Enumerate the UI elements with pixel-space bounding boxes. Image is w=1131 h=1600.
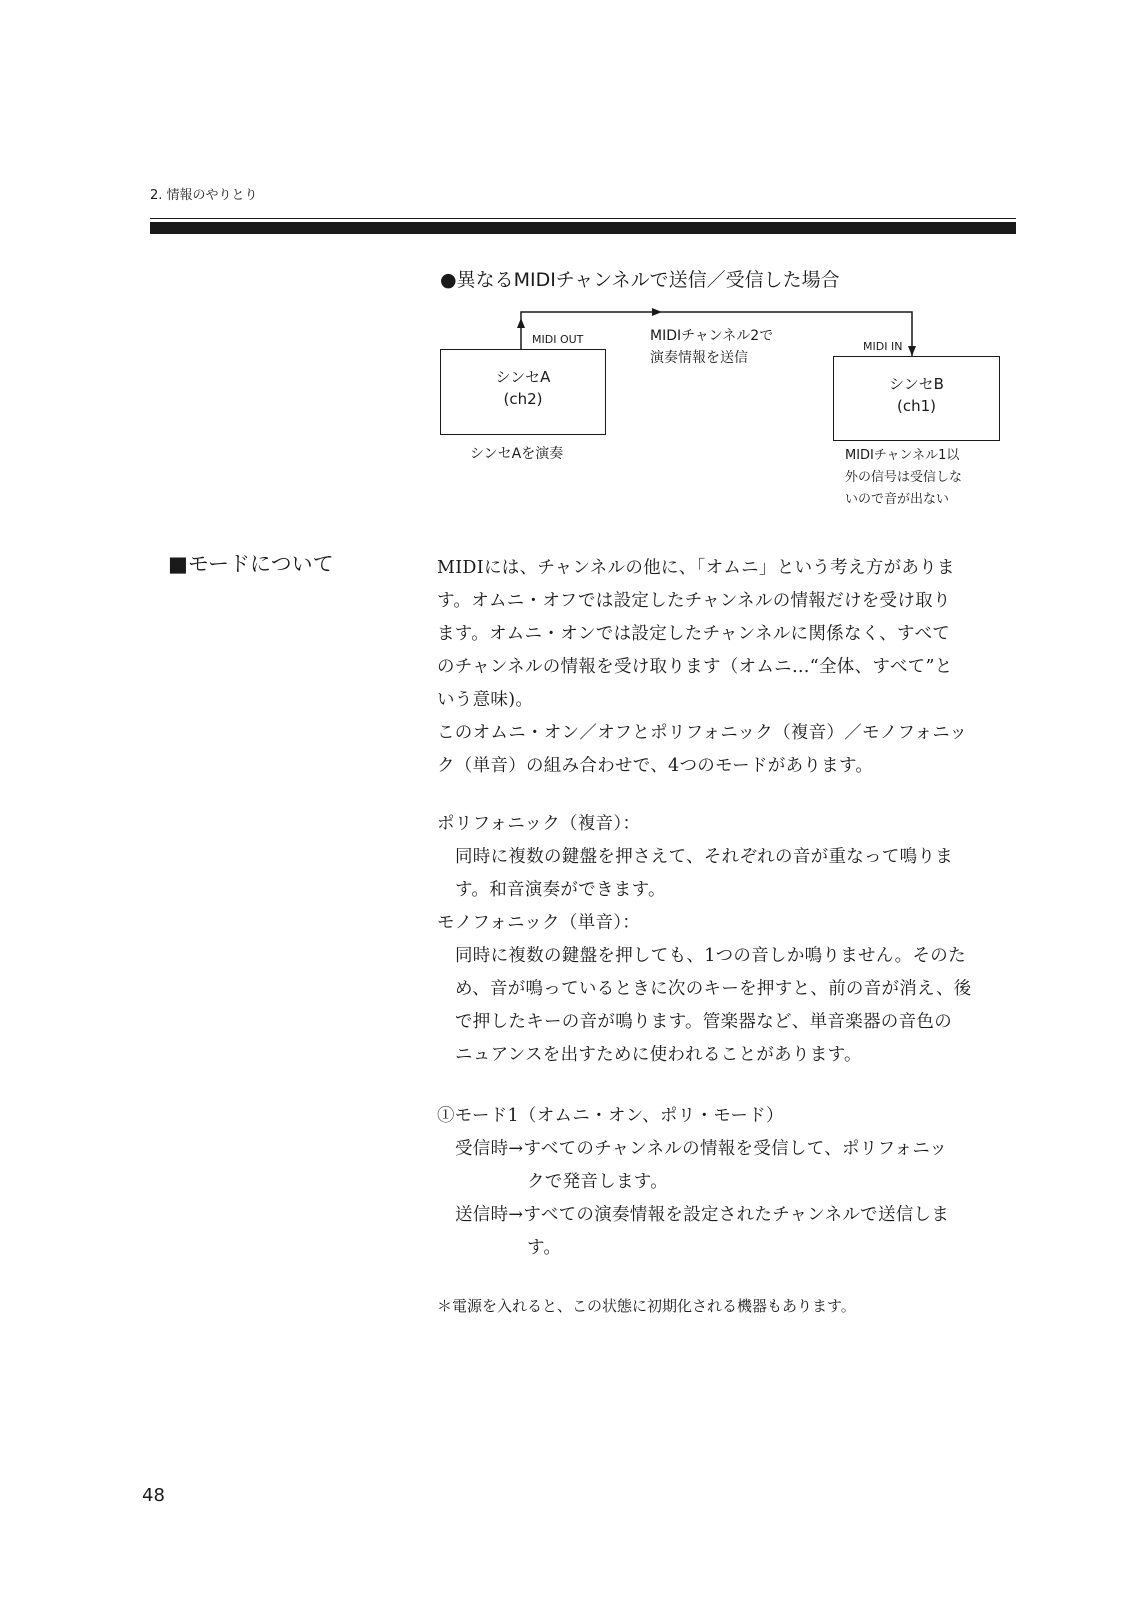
mode1-description — [437, 1100, 1022, 1265]
send-label-line1: MIDIチャンネル2で — [650, 328, 774, 344]
synth-b-channel: (ch1) — [896, 397, 936, 415]
paragraph-line: このオムニ・オン／オフとポリフォニック（複音）／モノフォニッ — [437, 723, 968, 743]
poly-heading: ポリフォニック（複音）： — [437, 814, 641, 834]
paragraph-line: いう意味)。 — [437, 690, 534, 710]
mode1-send-line: す。 — [527, 1238, 562, 1258]
play-label: シンセAを演奏 — [470, 446, 564, 462]
mode1-receive-line: クで発音します。 — [527, 1172, 668, 1192]
paragraph-line: MIDIには、チャンネルの他に、「オムニ」という考え方がありま — [437, 558, 955, 578]
note-line-1: MIDIチャンネル1以 — [845, 448, 960, 463]
send-label — [650, 325, 773, 369]
poly-mono-definitions — [437, 808, 1022, 1072]
paragraph-line: ク（単音）の組み合わせで、4つのモードがあります。 — [437, 756, 874, 776]
midi-out-arrowhead — [517, 318, 525, 328]
mono-line: 同時に複数の鍵盤を押しても、1つの音しか鳴りません。そのた — [455, 946, 966, 966]
no-sound-note — [845, 445, 962, 511]
midi-in-label: MIDI IN — [863, 340, 903, 353]
figure-title: ●異なるMIDIチャンネルで送信／受信した場合 — [440, 269, 840, 291]
footnote: ＊電源を入れると、この状態に初期化される機器もあります。 — [437, 1297, 856, 1315]
poly-line: 同時に複数の鍵盤を押さえて、それぞれの音が重なって鳴りま — [455, 847, 954, 867]
mono-line: で押したキーの音が鳴ります。管楽器など、単音楽器の音色の — [455, 1012, 952, 1032]
midi-flow-arrowhead — [652, 308, 662, 316]
synth-a-channel: (ch2) — [503, 390, 543, 408]
note-line-3: いので音が出ない — [845, 492, 950, 507]
send-label-line2: 演奏情報を送信 — [650, 350, 748, 366]
section-heading: ■モードについて — [168, 552, 334, 576]
paragraph-line: のチャンネルの情報を受け取ります（オムニ…“全体、すべて”と — [437, 657, 953, 677]
paragraph-line: ます。オムニ・オンでは設定したチャンネルに関係なく、すべて — [437, 624, 951, 644]
mono-heading: モノフォニック（単音）： — [437, 913, 641, 933]
paragraph-line: す。オムニ・オフでは設定したチャンネルの情報だけを受け取り — [437, 591, 951, 611]
mode1-send-line: 送信時→すべての演奏情報を設定されたチャンネルで送信しま — [455, 1205, 950, 1225]
midi-in-arrowhead — [908, 346, 916, 356]
mode1-receive-line: 受信時→すべてのチャンネルの情報を受信して、ポリフォニッ — [455, 1139, 948, 1159]
midi-out-label: MIDI OUT — [532, 333, 584, 346]
mode1-heading: ①モード1（オムニ・オン、ポリ・モード） — [437, 1106, 784, 1126]
midi-connection-diagram — [0, 0, 1131, 520]
poly-line: す。和音演奏ができます。 — [455, 880, 666, 900]
synth-a-name: シンセA — [495, 368, 551, 386]
page-number: 48 — [142, 1485, 165, 1506]
note-line-2: 外の信号は受信しな — [845, 470, 963, 485]
synth-b-box — [833, 356, 1000, 441]
synth-b-name: シンセB — [889, 375, 944, 393]
mono-line: め、音が鳴っているときに次のキーを押すと、前の音が消え、後 — [455, 979, 972, 999]
synth-a-box — [440, 349, 606, 435]
running-header: 2. 情報のやりとり — [150, 188, 258, 203]
mono-line: ニュアンスを出すために使われることがあります。 — [455, 1045, 862, 1065]
omni-paragraph — [437, 552, 1022, 783]
